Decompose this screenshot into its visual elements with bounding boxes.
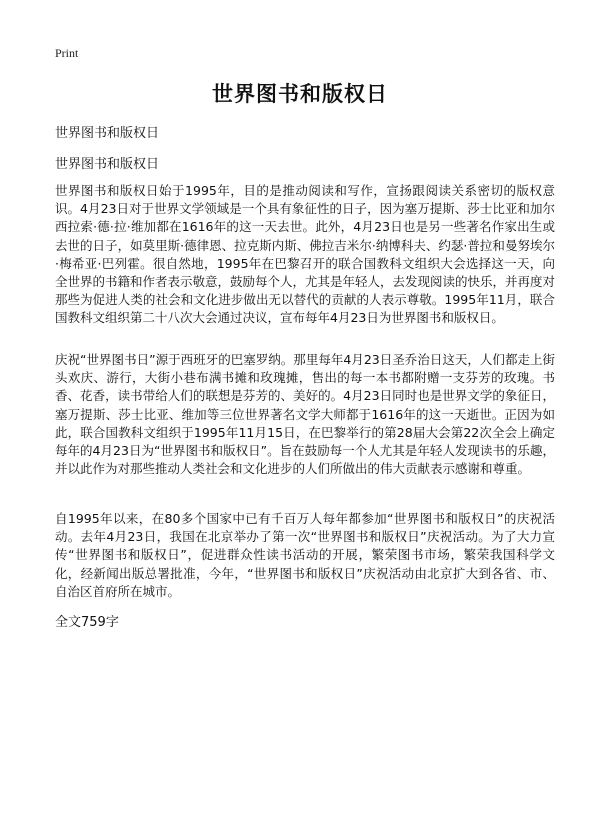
subtitle-line-2: 世界图书和版权日 [55,157,160,172]
page-title: 世界图书和版权日 [212,82,388,106]
print-link[interactable]: Print [55,46,79,60]
paragraph-origin: 庆祝“世界图书日”源于西班牙的巴塞罗纳。那里每年4月23日圣乔治日这天，人们都走上街头欢庆、游行，大街小巷布满书摊和玫瑰摊，售出的每一本书都附赠一支芬芳的玫瑰。书香、花香，读书带给人们的联想是芬芳的、美好的。4月23日同时也是世界文学的象征日，塞万提斯、莎士比亚、维加等三位世界著名文学大师都于1616年的这一天逝世。正因为如此，联合国教科文组织于1995年11月15日，在巴黎举行的第28届大会第22次全会上确定每年的4月23日为“世界图书和版权日”。旨在鼓励每一个人尤其是年轻人发现读书的乐趣，并以此作为对那些推动人类社会和文化进步的人们所做出的伟大贡献表示感谢和尊重。 [55,352,555,477]
paragraph-china: 自1995年以来，在80多个国家中已有千百万人每年都参加“世界图书和版权日”的庆祝活动。去年4月23日，我国在北京举办了第一次“世界图书和版权日”庆祝活动。为了大力宣传“世界图书和版权日”，促进群众性读书活动的开展，繁荣图书市场，繁荣我国科学文化，经新闻出版总署批准，今年，“世界图书和版权日”庆祝活动由北京扩大到各省、市、自治区首府所在城市。 [55,511,555,599]
word-count: 全文759字 [55,615,119,630]
subtitle-line-1: 世界图书和版权日 [55,126,160,141]
paragraph-intro: 世界图书和版权日始于1995年，目的是推动阅读和写作，宣扬跟阅读关系密切的版权意识。4月23日对于世界文学领域是一个具有象征性的日子，因为塞万提斯、莎士比亚和加尔西拉索·德·拉·维加都在1616年的这一天去世。此外，4月23日也是另一些著名作家出生或去世的日子，如莫里斯·德律恩、拉克斯内斯、佛拉吉米尔·纳博科夫、约瑟·普拉和曼努埃尔·梅希亚·巴列霍。很自然地，1995年在巴黎召开的联合国教科文组织大会选择这一天，向全世界的书籍和作者表示敬意，鼓励每个人，尤其是年轻人，去发现阅读的快乐，并再度对那些为促进人类的社会和文化进步做出无以替代的贡献的人表示尊敬。1995年11月，联合国教科文组织第二十八次大会通过决议，宣布每年4月23日为世界图书和版权日。 [55,183,556,326]
